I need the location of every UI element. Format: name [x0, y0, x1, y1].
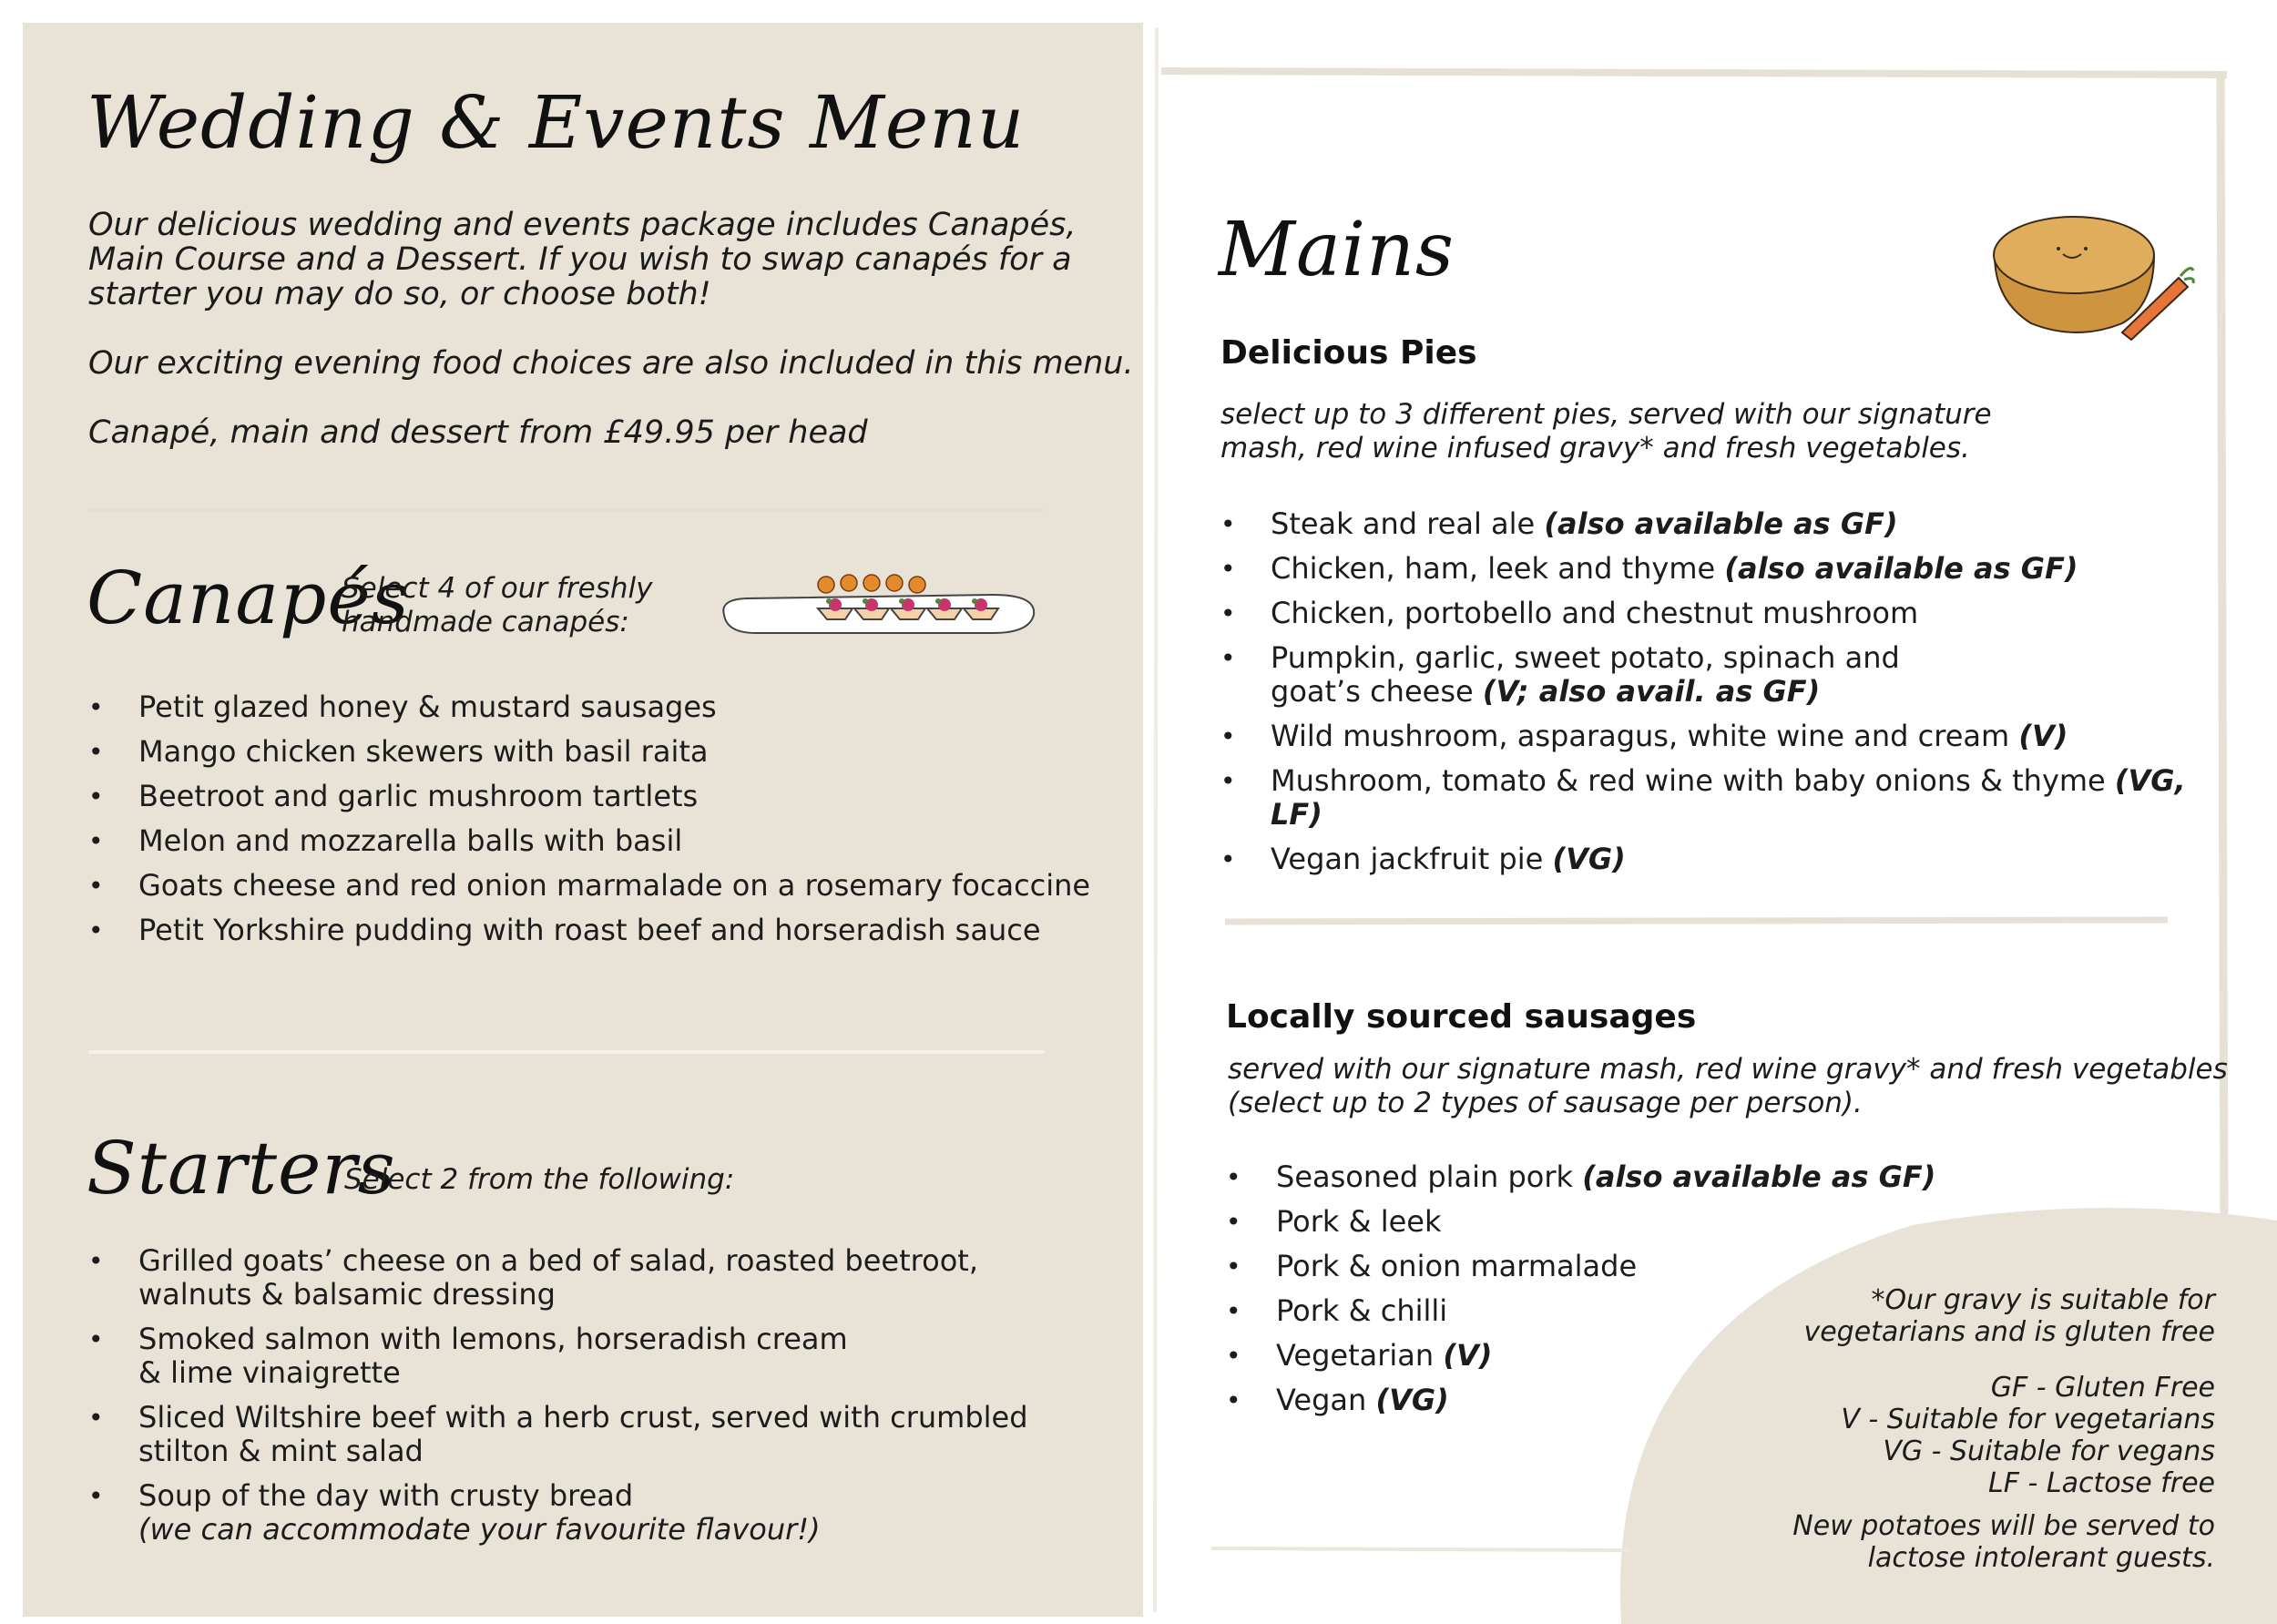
list-item: • Mango chicken skewers with basil raita [88, 735, 1136, 769]
list-item: • Pork & chilli [1226, 1294, 1955, 1328]
list-item: • Mushroom, tomato & red wine with baby onions & thyme (VG, LF) [1220, 764, 2222, 832]
mains-title: Mains [1219, 207, 1455, 293]
list-item: • Petit glazed honey & mustard sausages [88, 690, 1136, 724]
list-item: • Pumpkin, garlic, sweet potato, spinach and goat’s cheese (V; also avail. as GF) [1220, 641, 2222, 709]
list-item: • Grilled goats’ cheese on a bed of salad, roasted beetroot, walnuts & balsamic dressing [88, 1244, 1136, 1312]
list-item: • Soup of the day with crusty bread (we can accommodate your favourite flavour!) [88, 1479, 1136, 1547]
starters-title: Starters [87, 1126, 396, 1210]
starters-note: Select 2 from the following: [344, 1163, 735, 1196]
list-item: • Seasoned plain pork (also available as GF) [1226, 1160, 1955, 1194]
list-item: • Wild mushroom, asparagus, white wine and cream (V) [1220, 720, 2222, 753]
intro-text: Our delicious wedding and events package includes Canapés, Main Course and a Dessert. If you wish to swap canapés for a starter you may do so, or choose both! Our exciting evening food choices are also included in this menu. Canapé, main and dessert from £49.95 per head [88, 208, 1136, 450]
dietary-notes: *Our gravy is suitable for vegetarians and is gluten free GF - Gluten Free V - Suitable for vegetarians VG - Suitable for vegans LF - Lactose free New potatoes will be served to lactose intolerant guests. [1792, 1284, 2215, 1574]
list-item: • Chicken, ham, leek and thyme (also available as GF) [1220, 552, 2222, 586]
page-title: Wedding & Events Menu [87, 80, 1026, 165]
list-item: • Vegan jackfruit pie (VG) [1220, 843, 2222, 876]
list-item: • Sliced Wiltshire beef with a herb crust, served with crumbled stilton & mint salad [88, 1401, 1136, 1468]
list-item: • Steak and real ale (also available as GF) [1220, 507, 2222, 541]
sausages-heading: Locally sourced sausages [1226, 998, 1697, 1036]
list-item: • Melon and mozzarella balls with basil [88, 824, 1136, 858]
evening-text: Our exciting evening food choices are also included in this menu. [88, 345, 1134, 382]
pies-list [1220, 507, 2222, 876]
list-item: • Vegan (VG) [1226, 1384, 1955, 1417]
list-item: • Petit Yorkshire pudding with roast beef and horseradish sauce [88, 914, 1136, 947]
canapes-note: Select 4 of our freshly handmade canapés: [342, 572, 653, 638]
pies-heading: Delicious Pies [1220, 334, 1477, 372]
sausages-description: served with our signature mash, red wine gravy* and fresh vegetables (select up to 2 types of sausage per person). [1228, 1053, 2228, 1119]
list-item: • Smoked salmon with lemons, horseradish cream & lime vinaigrette [88, 1323, 1136, 1390]
price-text: Canapé, main and dessert from £49.95 per head [88, 414, 868, 451]
pie-illustration [1986, 214, 2195, 346]
list-item: • Beetroot and garlic mushroom tartlets [88, 780, 1136, 813]
list-item: • Vegetarian (V) [1226, 1339, 1955, 1373]
list-item: • Chicken, portobello and chestnut mushroom [1220, 597, 2222, 630]
list-item: • Pork & onion marmalade [1226, 1250, 1955, 1283]
pies-description: select up to 3 different pies, served with our signature mash, red wine infused gravy* and fresh vegetables. [1220, 398, 1992, 465]
canapes-title: Canapés [87, 556, 410, 640]
list-item: • Goats cheese and red onion marmalade on a rosemary focaccine [88, 869, 1136, 903]
list-item: • Pork & leek [1226, 1205, 1955, 1239]
